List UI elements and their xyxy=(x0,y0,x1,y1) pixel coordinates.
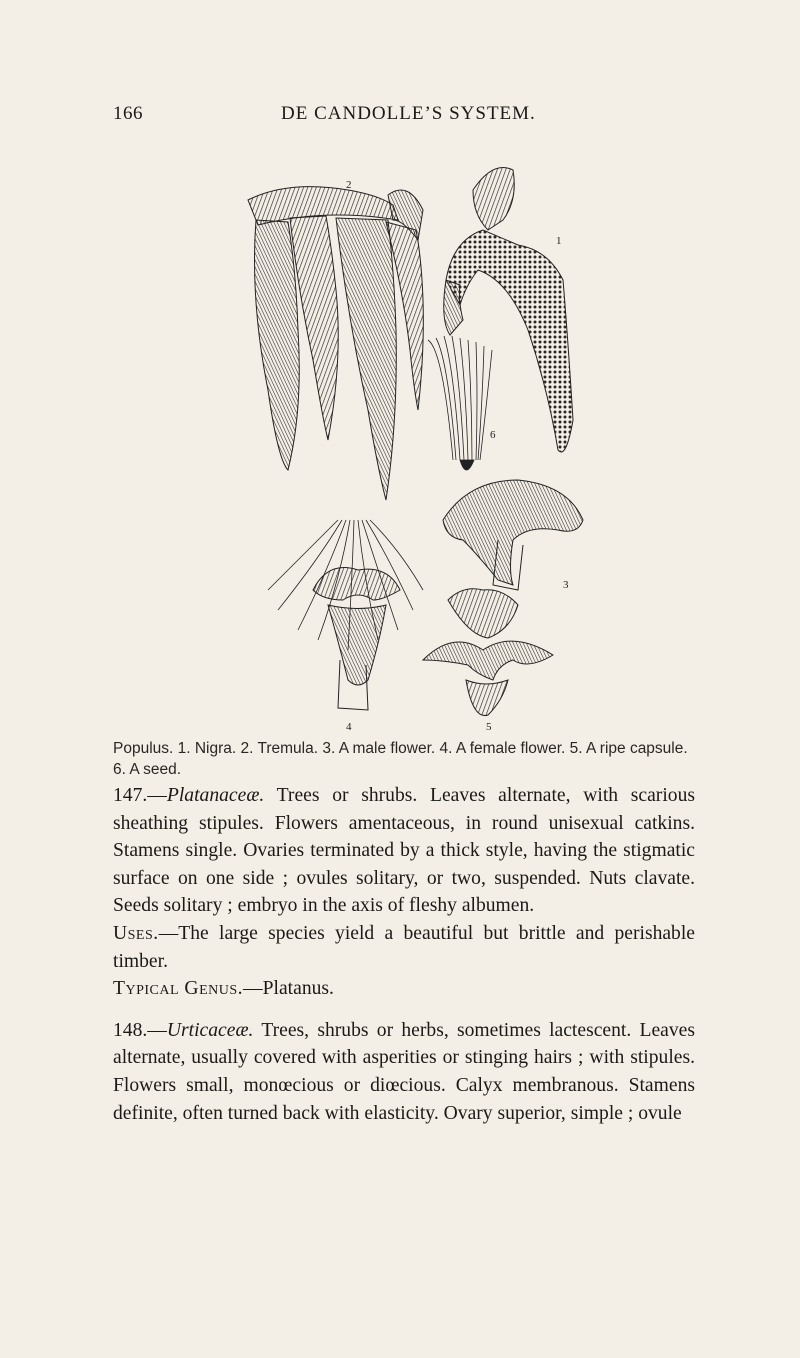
female-flower-drawing xyxy=(268,520,423,710)
figure-label-1: 1 xyxy=(556,235,562,247)
body-text xyxy=(113,782,695,1127)
male-flower-drawing xyxy=(443,480,583,590)
family-description: Trees or shrubs. Leaves alternate, with scarious sheathing stipules. Flowers amentaceous, in round unisexual catkins. Stamens single. Ovaries terminated by a thick style, having the stigmatic surface on one side ; ovules solitary, or two, suspended. Nuts clavate. Seeds solitary ; embryo in the axis of fleshy albumen. xyxy=(113,785,695,917)
figure-label-2: 2 xyxy=(346,179,352,191)
typical-genus-label: Typical Genus. xyxy=(113,978,244,1000)
typical-genus-paragraph xyxy=(113,975,695,1003)
tremula-catkins-drawing xyxy=(248,187,423,500)
section-number: 148. xyxy=(113,1019,148,1041)
section-dash: — xyxy=(147,785,167,806)
running-head xyxy=(113,103,713,133)
seed-drawing xyxy=(428,336,492,470)
figure-label-6: 6 xyxy=(490,429,496,441)
ripe-capsule-drawing xyxy=(423,589,553,716)
typical-genus-text: —Platanus. xyxy=(243,978,334,1000)
family-name: Urticaceæ. xyxy=(166,1019,254,1041)
family-description: Trees, shrubs or herbs, sometimes lactescent. Leaves alternate, usually covered with asperities or stinging hairs ; with stipules. Flowers small, monœcious or diœcious. Calyx membranous. Stamens definite, often turned back with elasticity. Ovary superior, simple ; ovule xyxy=(113,1019,695,1124)
section-urticaceae xyxy=(113,1017,695,1127)
uses-text: —The large species yield a beautiful but brittle and perishable timber. xyxy=(113,922,695,972)
family-name: Platanaceæ. xyxy=(166,785,265,806)
uses-label: Uses. xyxy=(113,922,159,944)
figure-label-5: 5 xyxy=(486,721,492,733)
figure-caption: Populus. 1. Nigra. 2. Tremula. 3. A male flower. 4. A female flower. 5. A ripe capsule. 6. A seed. xyxy=(113,740,688,778)
section-number: 147. xyxy=(113,785,148,806)
section-dash: — xyxy=(147,1019,167,1041)
page-number: 166 xyxy=(113,103,143,124)
figure-label-3: 3 xyxy=(563,579,569,591)
figure-label-4: 4 xyxy=(346,721,352,733)
nigra-catkin-drawing xyxy=(444,168,573,453)
running-title: DE CANDOLLE’S SYSTEM. xyxy=(281,103,536,124)
uses-paragraph xyxy=(113,920,695,975)
populus-illustration xyxy=(228,160,608,733)
section-platanaceae xyxy=(113,782,695,920)
